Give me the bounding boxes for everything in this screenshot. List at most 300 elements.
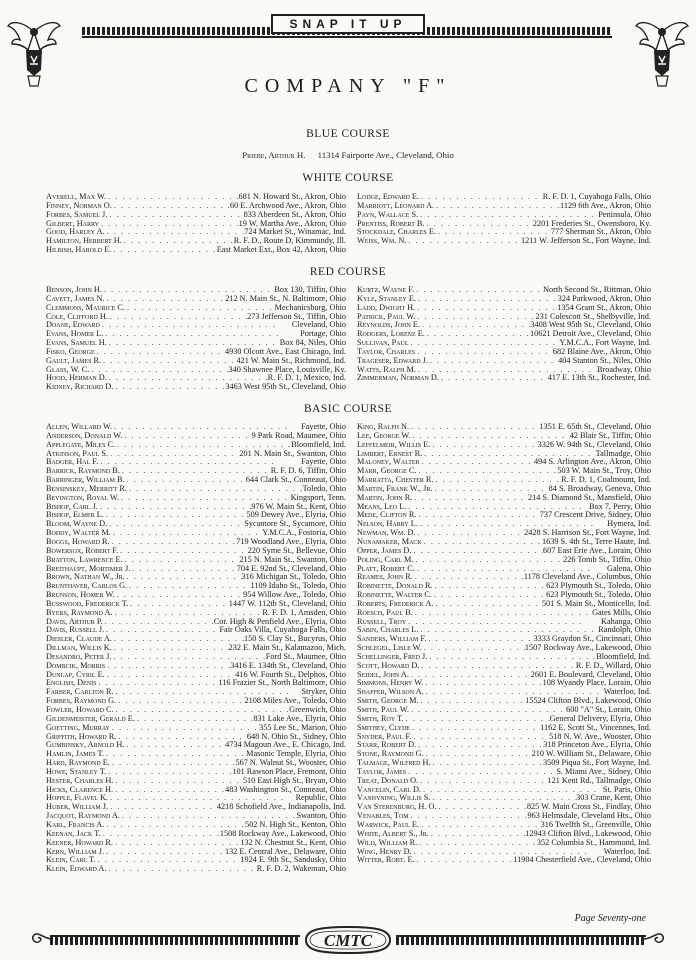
entry-address: 60 E. Archwood Ave., Akron, Ohio [229, 200, 346, 210]
entry-address: 825 W. Main Cross St., Findlay, Ohio [526, 802, 651, 812]
entry-address: 644 Clark St., Conneaut, Ohio [245, 475, 346, 485]
entry-address: Box 130, Tiffin, Ohio [274, 285, 346, 294]
leader-dots [425, 330, 530, 339]
entry-address: 2108 Miles Ave., Toledo, Ohio [244, 696, 346, 706]
entry-address: 215 N. Main St., Swanton, Ohio [239, 554, 346, 564]
entry-address: 777 Sherman St., Akron, Ohio [550, 227, 651, 237]
leader-dots [420, 321, 530, 330]
leader-dots [123, 556, 240, 565]
page-number: Page Seventy-one [574, 913, 646, 924]
entry-name: Anderson, Donald W. [46, 430, 123, 440]
entry-name: Russell, Troy [357, 616, 407, 626]
entry-address: 273 Jefferson St., Tiffin, Ohio [247, 311, 346, 321]
leader-dots [115, 591, 243, 600]
entry-address: 682 Blaine Ave., Akron, Ohio [552, 346, 651, 356]
entry-address: 416 W. Fourth St., Delphos, Ohio [235, 669, 346, 679]
entry-address: North Second St., Rittman, Ohio [543, 285, 651, 294]
leader-dots [98, 503, 252, 512]
entry-name: Wing, Henry D. [357, 846, 412, 856]
entry-address: Y.M.C.A., Fort Wayne, Ind. [559, 338, 651, 348]
leader-dots [127, 582, 250, 591]
entry-name: Maloney, Walter [357, 457, 420, 467]
entry-address: 210 W. William St., Delaware, Ohio [531, 749, 651, 759]
entry-name: Hilbish, Harold E. [46, 245, 112, 255]
entry-address: R. F. D., Willard, Ohio [575, 660, 651, 670]
entry-name: Forbes, Raymond G. [46, 696, 117, 706]
white-course-right-column [357, 193, 651, 246]
entry-address: 101 Rawson Place, Fremont, Ohio [232, 766, 346, 776]
blue-course-entry [0, 150, 696, 160]
entry-name: Doane, Edward [46, 320, 100, 330]
entry-name: Hamilton, Herbert H. [46, 236, 122, 246]
entry-name: Marratta, Chester R. [357, 475, 434, 485]
entry-name: Finney, Norman O. [46, 200, 112, 210]
entry-address: 340 Shawnee Place, Louisville, Ky. [228, 364, 346, 374]
entry-name: Bloom, Wayne D. [46, 519, 108, 529]
entry-name: Glass, W. C. [46, 364, 90, 374]
entry-address: 214 S. Diamond St., Mansfield, Ohio [527, 492, 651, 502]
leader-dots [415, 856, 514, 865]
entry-name: Evans, Samuel H. [46, 338, 107, 348]
entry-address: 1211 W. Jefferson St., Fort Wayne, Ind. [520, 236, 651, 246]
entry-name: Desandro, Peter J. [46, 651, 112, 661]
leader-dots [437, 803, 527, 812]
entry-name: Robinette, Donald R. [357, 581, 433, 591]
entry-address: 231 Colescott St., Shelbyville, Ind. [535, 311, 651, 321]
entry-name: Marriott, Leonard A. [357, 200, 435, 210]
leader-dots [113, 383, 225, 392]
entry-name: Mede, Clifton R. [357, 510, 417, 520]
leader-dots [104, 511, 247, 520]
entry-address: 352 Columbia St., Hammond, Ind. [536, 837, 651, 847]
entry-address: 84 S. Broadway, Geneva, Ohio [548, 483, 651, 493]
leader-dots [105, 662, 230, 671]
entry-name: Benson, John H. [46, 285, 102, 294]
entry-address: Box 84, Niles, Ohio [279, 338, 346, 348]
entry-address: 3463 West 95th St., Cleveland, Ohio [225, 382, 346, 392]
entry-name: Evans, Homer L. [46, 329, 104, 339]
entry-address: 232 E. Main St., Kalamazoo, Mich. [228, 643, 346, 653]
entry-address: St. Paris, Ohio [602, 784, 651, 794]
entry-name: Schlegel, Lisle W. [357, 643, 422, 653]
entry-address: 510 East High St., Bryan, Ohio [242, 775, 346, 785]
entry-name: Smith, Paul W. [357, 705, 409, 714]
entry-name: Newman, Wm. D. [357, 528, 416, 538]
header-rule-line [82, 36, 612, 38]
entry-address: Bloomfield, Ind. [596, 651, 651, 661]
entry-address: Swanton, Ohio [296, 811, 346, 821]
entry-address: 509 Dewey Ave., Elyria, Ohio [246, 510, 346, 520]
roster-entry [46, 383, 346, 392]
entry-name: Prentiss, Robert B. [357, 218, 425, 228]
leader-dots [416, 467, 557, 476]
scroll-ornament-icon [642, 929, 666, 949]
entry-name: Hopple, Flavel K. [46, 793, 108, 803]
leader-dots [113, 839, 240, 848]
leader-dots [108, 803, 217, 812]
entry-address: 724 Market St., Winamac, Ind. [244, 227, 346, 237]
entry-name: Nelson, Harry L. [357, 519, 418, 529]
leader-dots [100, 321, 292, 330]
leader-dots [112, 202, 230, 211]
entry-address: 1354 Grant St., Akron, Ohio [557, 302, 651, 312]
entry-name: Kidney, Richard D. [46, 382, 114, 392]
entry-name: Vanhyning, Willis S. [357, 793, 431, 803]
entry-address: 2428 S. Harrison St., Fort Wayne, Ind. [524, 528, 651, 538]
entry-name: Lee, George W. [357, 430, 411, 440]
entry-address: 681 N. Howard St., Akron, Ohio [238, 192, 346, 201]
entry-name: Karl, Francis A. [46, 819, 105, 829]
entry-name: Hamlin, James T. [46, 749, 105, 759]
entry-address: 212 N. Main St., N. Baltimore, Ohio [225, 293, 346, 303]
entry-name: Nunamaker, Mack [357, 536, 422, 546]
entry-name: Taylor, Charles [357, 346, 416, 356]
red-course-left-column [46, 286, 346, 392]
leader-dots [105, 671, 236, 680]
leader-dots [422, 644, 525, 653]
entry-name: Dunlap, Cyril E. [46, 669, 105, 679]
scroll-ornament-icon [30, 929, 54, 949]
entry-name: Jacquot, Raymond A. [46, 811, 120, 821]
leader-dots [409, 706, 566, 715]
entry-address: Republic, Ohio [295, 793, 346, 803]
leader-dots [89, 366, 228, 375]
entry-name: Good, Harley A. [46, 227, 105, 237]
entry-address: 324 Parkwood, Akron, Ohio [557, 293, 651, 303]
entry-address: 954 Willow Ave., Toledo, Ohio [243, 590, 346, 600]
leader-dots [429, 830, 525, 839]
entry-address: R. F. D. 1, Mexico, Ind. [267, 373, 346, 383]
leader-dots [416, 511, 539, 520]
entry-address: 737 Crescent Drive, Sidney, Ohio [539, 510, 651, 520]
entry-address: 404 Stanton St., Niles, Ohio [558, 355, 651, 365]
entry-name: Patrick, Paul W. [357, 311, 416, 321]
entry-address: Masonic Temple, Elyria, Ohio [246, 749, 346, 759]
leader-dots [423, 679, 542, 688]
entry-address: 494 S. Arlington Ave., Akron, Ohio [534, 457, 651, 467]
entry-name: Gildenmeister, Gerald E. [46, 713, 135, 723]
entry-address: 1162 E. Scott St., Vincennes, Ind. [540, 722, 651, 732]
footer-rule-pattern [396, 937, 646, 945]
entry-name: Witter, Robt. E. [357, 855, 415, 865]
entry-name: Goetting, Murray [46, 722, 110, 732]
entry-address: Kingsport, Tenn. [290, 492, 346, 502]
white-course-left-column [46, 193, 346, 255]
entry-address: 355 Lee St., Marion, Ohio [259, 722, 346, 732]
entry-name: Bishop, Carl J. [46, 501, 98, 511]
leader-dots [434, 202, 560, 211]
leader-dots [418, 777, 547, 786]
entry-name: Venables, Tom [357, 811, 409, 821]
leader-dots [412, 494, 528, 503]
roster-entry [357, 237, 651, 246]
entry-address: Stryker, Ohio [301, 687, 346, 697]
entry-address: Randolph, Ohio [598, 625, 651, 635]
entry-address: S. Miami Ave., Sidney, Ohio [556, 766, 651, 776]
entry-address: 42 Blair St., Tiffin, Ohio [569, 430, 651, 440]
blue-course-heading: BLUE COURSE [306, 128, 390, 140]
leader-dots [406, 768, 556, 777]
entry-address: 201 N. Main St., Swanton, Ohio [239, 448, 346, 458]
entry-address: R. F. D. 2, Wakeman, Ohio [256, 864, 346, 874]
entry-address: 1508 Rockway Ave., Lakewood, Ohio [219, 828, 346, 838]
leader-dots [415, 348, 553, 357]
emblem-text: CMTC [323, 931, 373, 950]
entry-name: Hicks, Clarence H. [46, 784, 114, 794]
leader-dots [118, 547, 248, 556]
entry-name: Sullivan, Paul [357, 338, 409, 348]
entry-name: Stockdale, Charles E. [357, 227, 436, 237]
entry-address: Toledo, Ohio [302, 483, 346, 493]
leader-dots [106, 865, 256, 874]
leader-dots [95, 348, 225, 357]
entry-address: Broadway, Ohio [597, 364, 651, 374]
entry-name: Smith, George M. [357, 696, 419, 706]
leader-dots [96, 856, 241, 865]
entry-name: Cole, Clifford H. [46, 311, 108, 321]
leader-dots [111, 246, 217, 255]
leader-dots [409, 339, 560, 348]
leader-dots [103, 330, 300, 339]
entry-name: Van Sterenburg, H. O. [357, 802, 437, 812]
entry-name: Badger, Hal F. [46, 457, 99, 467]
entry-address: R. F. D. 1, Cuyahoga Falls, Ohio [542, 192, 651, 201]
entry-address: 3333 Graydon St., Cincinnati, Ohio [533, 634, 651, 644]
entry-name: Means, Leo L. [357, 501, 407, 511]
leader-dots [108, 450, 239, 459]
entry-address: 220 Syme St., Bellevue, Ohio [247, 545, 346, 555]
entry-name: Brunson, Homer W. [46, 590, 115, 600]
entry-name: Weiss, Wm. N. [357, 236, 407, 246]
entry-address: 10621 Detroit Ave., Cleveland, Ohio [529, 329, 651, 339]
leader-dots [414, 286, 543, 295]
entry-address: East Market Ext., Box 42, Akron, Ohio [216, 245, 346, 255]
entry-address: R. F. D., Route D, Kimmundy, Ill. [233, 236, 346, 246]
entry-address: 623 Plymouth St., Toledo, Ohio [546, 590, 651, 600]
leader-dots [415, 313, 535, 322]
leader-dots [411, 547, 543, 556]
leader-dots [104, 626, 219, 635]
entry-name: Warwick, Paul E. [357, 819, 419, 829]
entry-address: 421 W. Main St., Richmond, Ind. [236, 355, 346, 365]
entry-address: 3416 E. 134th St., Cleveland, Ohio [230, 660, 346, 670]
leader-dots [125, 573, 242, 582]
white-course-heading: WHITE COURSE [302, 172, 394, 184]
leader-dots [107, 520, 244, 529]
entry-address: 2601 E. Boulevard, Cleveland, Ohio [530, 669, 651, 679]
entry-name: Brown, Nathan W., Jr. [46, 572, 125, 582]
entry-name: English, Denis [46, 678, 97, 688]
leader-dots [409, 812, 528, 821]
entry-name: Limbert, Ernest R. [357, 448, 423, 458]
leader-dots [433, 476, 561, 485]
entry-address: 15524 Clifton Blvd., Lakewood, Ohio [525, 696, 651, 706]
basic-course-left-column [46, 423, 346, 874]
entry-name: Marr, George C. [357, 466, 417, 476]
leader-dots [107, 211, 243, 220]
entry-name: Cavett, James N. [46, 293, 105, 303]
entry-address: Box 7, Perry, Ohio [588, 501, 651, 511]
leader-dots [105, 228, 245, 237]
entry-name: Davis, Arthur P. [46, 616, 103, 626]
entry-name: Taylor, James [357, 766, 407, 776]
entry-address: 1507 Rockway Ave., Lakewood, Ohio [524, 643, 651, 653]
entry-address: R. F. D. 6, Tiffin, Ohio [270, 466, 346, 476]
leader-dots [413, 556, 563, 565]
entry-address: 1924 E. 9th St., Sandusky, Ohio [240, 855, 346, 865]
entry-address: Cor. High & Penfield Ave., Elyria, Ohio [213, 616, 346, 626]
leader-dots [112, 644, 229, 653]
leader-dots [104, 848, 225, 857]
entry-address: 116 Frazier St., North Baltimore, Ohio [218, 678, 346, 688]
entry-name: Brunthaver, Carlos G. [46, 581, 128, 591]
entry-address: Cleveland, Ohio [291, 320, 346, 330]
header-banner [0, 14, 696, 34]
cmtc-emblem [300, 925, 396, 955]
leader-dots [410, 724, 540, 733]
entry-name: Reames, John R. [357, 572, 413, 582]
leader-dots [128, 600, 228, 609]
leader-dots [426, 635, 533, 644]
entry-address: 11314 Fairporte Ave., Cleveland, Ohio [317, 150, 454, 160]
entry-name: Smithey, Clyde [357, 722, 410, 732]
leader-dots [101, 357, 236, 366]
entry-name: Griffith, Howard R. [46, 731, 117, 741]
roster-entry [357, 856, 651, 865]
entry-address: 976 W. Main St., Kent, Ohio [251, 501, 346, 511]
entry-name: Shaffer, Wilson A. [357, 687, 424, 697]
entry-name: Diesler, Claude A. [46, 634, 112, 644]
entry-name: Platt, Robert C. [357, 563, 415, 573]
leader-dots [110, 538, 237, 547]
footer-rule-pattern [50, 937, 300, 945]
entry-address: Waterloo, Ind. [603, 846, 651, 856]
entry-name: Hester, Charles H. [46, 775, 114, 785]
entry-name: Schellinger, Fred J. [357, 651, 428, 661]
entry-name: Smith, Roy T. [357, 713, 404, 723]
entry-address: 2201 Frederies St., Owensboro, Ky. [532, 218, 651, 228]
leader-dots [108, 313, 247, 322]
leader-dots [411, 733, 549, 742]
leader-dots [430, 441, 537, 450]
entry-address: 417 E. 13th St., Rochester, Ind. [547, 373, 651, 383]
entry-address: 4218 Schofield Ave., Indianapolis, Ind. [216, 802, 346, 812]
entry-address: Hymera, Ind. [607, 519, 651, 529]
entry-address: 316 Michigan St., Toledo, Ohio [241, 572, 346, 582]
entry-name: Seidel, John A. [357, 669, 409, 679]
entry-address: Greenwich, Ohio [289, 705, 346, 714]
entry-address: 963 Helmsdale, Cleveland Hts., Ohio [527, 811, 651, 821]
entry-address: 502 N. High St., Kenton, Ohio [244, 819, 346, 829]
red-course-right-column [357, 286, 651, 383]
entry-address: Fair Oaks Villa, Cuyahoga Falls, Ohio [219, 625, 346, 635]
entry-address: 501 S. Main St., Monticello, Ind. [541, 598, 651, 608]
entry-address: 3509 Piqua St., Fort Wayne, Ind. [542, 758, 651, 768]
entry-address: 600 "A" St., Lorain, Ohio [566, 705, 651, 714]
roster-entry [357, 374, 651, 383]
entry-name: Clemmons, Maurice C. [46, 302, 125, 312]
entry-name: Huber, William J. [46, 802, 109, 812]
page-title: COMPANY "F" [244, 75, 452, 97]
entry-address: Galena, Ohio [607, 563, 651, 573]
entry-name: Klein, Edward A. [46, 864, 107, 874]
leader-dots [433, 582, 547, 591]
entry-name: Kern, William J. [46, 846, 105, 856]
entry-address: 623 Plymouth St., Toledo, Ohio [546, 581, 651, 591]
leader-dots [135, 715, 253, 724]
entry-name: Gumbinsky, Arnold H. [46, 740, 125, 750]
entry-name: Simmons, Henry W. [357, 678, 424, 688]
entry-name: Barringer, William B. [46, 475, 125, 485]
entry-address: 11904 Chesterfield Ave., Cleveland, Ohio [513, 855, 651, 865]
entry-address: Bloomfield, Ind. [291, 439, 346, 449]
entry-address: 12943 Clifton Blvd., Lakewood, Ohio [525, 828, 651, 838]
leader-dots [112, 635, 244, 644]
leader-dots [409, 671, 531, 680]
entry-name: Barrick, Raymond B. [46, 466, 120, 476]
leader-dots [130, 565, 236, 574]
leader-dots [101, 830, 220, 839]
entry-name: Roesch, Paul B. [357, 607, 413, 617]
entry-address: 3408 West 95th St., Cleveland, Ohio [530, 320, 651, 330]
leader-dots [434, 600, 542, 609]
entry-name: Sabin, Charles L. [357, 625, 419, 635]
leader-dots [122, 432, 251, 441]
entry-name: Wild, William R. [357, 837, 418, 847]
leader-dots [127, 485, 303, 494]
entry-name: Howe, Stanley T. [46, 766, 107, 776]
entry-name: Stone, Raymond G. [357, 749, 424, 759]
entry-address: 567 N. Walnut St., Wooster, Ohio [235, 758, 346, 768]
entry-name: Robinette, Walter C. [357, 590, 432, 600]
entry-address: Mechanicsburg, Ohio [274, 302, 346, 312]
entry-name: Snyder, Paul F. [357, 731, 412, 741]
leader-dots [110, 759, 236, 768]
leader-dots [413, 609, 592, 618]
entry-name: Payn, Wallace S. [357, 209, 419, 219]
leader-dots [416, 529, 525, 538]
leader-dots [124, 741, 225, 750]
red-course-heading: RED COURSE [309, 266, 387, 278]
leader-dots [418, 697, 525, 706]
entry-name: Bensinskey, Merritt R. [46, 483, 127, 493]
entry-name: Keenan, Jack T. [46, 828, 101, 838]
leader-dots [419, 821, 541, 830]
entry-address: 1178 Cleveland Ave., Columbus, Ohio [523, 572, 651, 582]
entry-name: Zimmerman, Norman D. [357, 373, 439, 383]
entry-name: Vancelin, Carl D. [357, 784, 421, 794]
entry-address: 1109 Idaho St., Toledo, Ohio [250, 581, 346, 591]
leader-dots [404, 715, 550, 724]
leader-dots [99, 220, 239, 229]
entry-name: Ladd, Dwight H. [357, 302, 416, 312]
leader-dots [424, 750, 532, 759]
entry-name: Talmage, Wilfred H. [357, 758, 431, 768]
leader-dots [428, 357, 558, 366]
entry-name: Bevington, Royal W. [46, 492, 120, 502]
entry-address: 1351 E. 65th St., Cleveland, Ohio [539, 422, 651, 431]
entry-address: Y.M.C.A., Fostoria, Ohio [262, 528, 346, 538]
entry-name: Fisko, George [46, 346, 95, 356]
entry-name: Breithaupt, Mortimer J. [46, 563, 131, 573]
entry-name: Martin, Frank W., Jr. [357, 483, 433, 493]
leader-dots [432, 591, 546, 600]
leader-dots [106, 768, 232, 777]
leader-dots [425, 220, 533, 229]
entry-name: Treat, Donald O. [357, 775, 419, 785]
leader-dots [420, 458, 534, 467]
entry-address: 503 W. Main St., Troy, Ohio [557, 466, 651, 476]
